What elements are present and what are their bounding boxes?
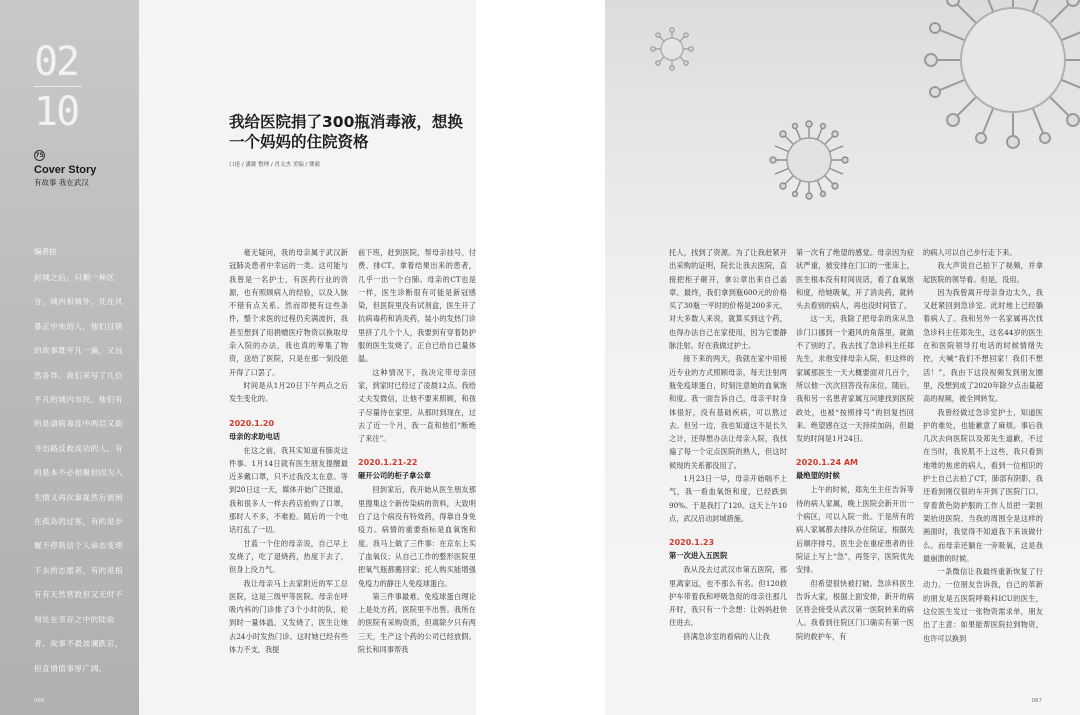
article-column-5 <box>923 246 1043 686</box>
paragraph: 上午的时候，郑先生主任告诉等待的病人家属，晚上医院会新开出一个病区，可以入院一批。于是所有的病人家属都去排队办住院证，根据先后顺序排号，医生会在重症患者的住院证上写上“急”，再签字，医院优先安排。 <box>796 485 914 575</box>
section-subtitle: 有故事 我在武汉 <box>34 178 89 187</box>
paragraph: 因为我曾离开母亲身边太久，我又赶紧回到急诊室。此时地上已经躺着病人了。我和另外一名家属再次找急诊科主任郑先生，这名44岁的医生在和医院领导打电话的时候情绪失控，大喊“我们不想回家！我们不想活！”，我由下这段视频发到朋友圈里，没想到成了2020年除夕点击量超高的视频，被全网转发。 <box>923 287 1043 404</box>
issue-number-bottom: 10 <box>34 89 79 135</box>
date-heading: 2020.1.24 AM <box>796 458 858 468</box>
sidebar <box>0 0 139 715</box>
section-title: Cover Story <box>34 164 97 176</box>
subheading: 母亲的求助电话 <box>229 431 281 441</box>
paragraph: 甘蓝一个住的母亲说，自己早上发烧了，吃了退烧药，热度下去了，但身上没力气。 <box>229 538 348 575</box>
section-badge: 75 <box>35 152 44 159</box>
page-gutter <box>476 0 605 715</box>
paragraph: 但希望很快被打破。急诊科医生告诉大家，根据上面安排，新开的病区将会接受从武汉第一医院转来的病人。我看到住院区门口确实有第一医院的救护车，有 <box>796 578 914 641</box>
subheading: 最绝望的时候 <box>796 471 840 481</box>
date-heading: 2020.1.20 <box>229 418 275 428</box>
left-page <box>0 0 476 715</box>
paragraph: 时间是从1月20日下午两点之后发生变化的。 <box>229 380 348 404</box>
article-column-4 <box>796 246 914 686</box>
paragraph: 我大声说自己拍下了视频，并拿起医院的领导看。但是，没用。 <box>923 261 1043 284</box>
article-credits: 口述 / 潘滁 整理 / 肖文杰 美编 / 婴毅 <box>229 162 321 168</box>
paragraph: 1月23日一早，母亲开始喘不上气，我一看血氧饱和度，已经跌到90%。于是我打了120。这天上午10点，武汉启动封城措施。 <box>669 474 787 523</box>
paragraph: 回到家后，我开始从医生朋友那里搜集这个新传染病的资料，大致明白了这个病没有特效药，得靠自身免疫力。病情的重要指标是血氧饱和度。我马上做了三件事：在京东上买了血氧仪；从自己工作的整形医院里把氧气瓶都搬回家；托人购买能增强免疫力的静注人免疫球蛋白。 <box>358 485 476 588</box>
paragraph: 挤满急诊室的看病的人让我 <box>683 631 770 641</box>
subheading: 第一次进入五医院 <box>669 551 728 561</box>
article-column-1 <box>229 246 348 686</box>
paragraph: 我曾经做过急诊室护士，知道医护的难处，也能歉意了麻烦。事后我几次去向医院以及郑先生道歉，不过在当时，我说肌不上这些，我只看到地堆的焦虑的病人，看到一位相识的护士自己去拍了CT，肺部有阴影，我还看到刚仅很的车开到了医院门口，穿着黄色防护服的工作人员把一架担架抬进医院。当我的周围全是这样的画面时，我觉得不知道我下来该做什么。而母亲还躺在一旁吸氧，这是我最崩溃的时候。 <box>923 407 1043 563</box>
paragraph: 托人，找到了资源。为了让我赶紧开出采购的证明，院长让我去医院，直接把柜子砸开，拿公章出来自己盖章。最终，我们拿到瓶600元的价格买了30瓶一平时的价格是200多元，对大多数人来说，就算买到这个药，也得办法自己在家使用，因为它要静脉注射。好在我做过护士。 <box>669 248 787 351</box>
paragraph: 第三件事最难。免疫球蛋白理论上是处方药，医院里不出售。我所在的医院有采购资质，但离除夕只有两三天，生产这个药的公司已经放假。院长和同事帮我 <box>358 591 476 655</box>
paragraph: 前下班，赶到医院，帮母亲挂号、付费、排CT。拿着结果出来的患者，几乎一出一个白肺。母亲的CT也是一样，医生诊断很有可能是新冠感染，但医院里没有试剂盒，医生开了抗病毒药和消炎药，装小的发热门诊里挤了几个个人，我要到有穿着防护服的医生发烧了，正自已给自已量体温。 <box>358 248 476 364</box>
section-header <box>34 150 134 188</box>
subheading: 砸开公司的柜子拿公章 <box>358 471 431 481</box>
issue-number-top: 02 <box>34 39 79 85</box>
article-headline: 我给医院捐了300瓶消毒液，想换一个妈妈的住院资格 <box>229 113 463 151</box>
article-column-3 <box>669 246 787 686</box>
date-heading: 2020.1.23 <box>669 538 715 548</box>
virus-illustration-medium-icon <box>767 118 851 202</box>
page-number-right: 067 <box>1031 698 1042 704</box>
paragraph: 这种情况下，我决定带母亲回家，到家时已经过了凌晨12点。我给丈夫发微信，让他不要来照顾，和孩子尽量待在家里。从那时到现在，过去了近一个月，我一直和他们“断绝了来往”。 <box>358 367 476 444</box>
page-number-left: 066 <box>34 698 45 704</box>
paragraph: 毫无疑问，我的母亲属于武汉新冠肺炎患者中幸运的一类。这可能与我曾是一名护士，有医药行业的资源，也有照顾病人的经验，以及人脉不错有点关系。然而即便有这些条件，整个求医的过程仍充满波折，我甚至想到了用捐赠医疗物资以换取母亲入院的办法，我也真的筹集了物资，送给了医院，只是在那一刻没能开得了口罢了。 <box>229 248 348 377</box>
paragraph: 第一次有了绝望的感觉。母亲因为症状严重，被安排在门口的一张床上，医生根本没有时间说话，看了血氧饱和度，给她吸氧，开了消炎药，就转头去看别的病人，再也没时间管了。 <box>796 248 914 311</box>
paragraph: 我从没去过武汉市第五医院，那里离家远，也不那么有名。但120救护车带着我和呼吸急促的母亲往那儿开时，我只有一个念想：让妈妈赶快住进去。 <box>669 565 787 628</box>
paragraph: 的病人可以自己步行走下来。 <box>923 248 1017 257</box>
issue-divider <box>34 86 82 87</box>
paragraph: 在这之前，我其实知道有肺炎这件事。1月14日就有医生朋友提醒最近多戴口罩，只不过我没太在意。等到20日这一天，媒体开始广泛报道，我和很多人一样去药店抢购了口罩，那时人不多，不难抢。随后的一个电话打乱了一切。 <box>229 445 348 535</box>
paragraph: 一条微信让我最终重新恢复了行动力。一位朋友告诉我，自己的革新的朋友是五医院呼吸科ICU的医生，这位医生发过一张物资需求单，朋友出了主意：如果能帮医院拉到物资，也许可以换到 <box>923 567 1043 643</box>
article-column-2 <box>358 246 476 686</box>
editor-note-text: 封城之后，只剩一种区分，城内和城外。处在风暴正中央的人，他们目睹的故事既平凡一滴，又远然各异。我们采写了几位平凡的城内市民，他们有的是请病毒连中两层又助寻出路反救成功的人，有的是本不必相聚但因为入生情义再次靠拢然后被困在孤岛的过客，有的是步履不停筑信个人命态变理下去的志愿者，有的是指有有天然营救但又无时不刻处在幸存之中的陆验者。故事不最波澜跌宕，但直情值事厚广阔。 <box>34 273 124 673</box>
paragraph: 我让母亲马上去家附近的军工总医院，这是三级甲等医院。母亲在呼吸内科的门诊排了3个小时的队，轮到时一量体温，又发烧了，医生让她去24小时发热门诊。这时她已经有些体力不支，我提 <box>229 578 348 655</box>
virus-illustration-large-icon <box>923 0 1080 150</box>
paragraph: 接下来的两天，我就在家中用接近专业的方式照顾母亲，每天注射两瓶免疫球蛋白，时刻注意她的血氧饱和度。我一面告诉自己，母亲平时身体很好，没有基础疾病，可以熬过去。但另一边，我也知道这不是长久之计，还得想办法让母亲入院，我找遍了每一个定点医院的熟人，但这时候现的关系都没用了。 <box>669 354 787 470</box>
date-heading: 2020.1.21-22 <box>358 458 418 468</box>
editor-note-label: 编者按 <box>34 247 57 256</box>
right-page <box>605 0 1080 715</box>
paragraph: 这一天，我除了把母亲的床从急诊门口挪到一个避风的角落里，就做不了别的了。我去找了急诊科主任郑先生，求他安排母亲入院，但这样的家属那医生一天大概要面对几百个，所以他一次次回答没有床位。随后，我和另一名患者家属互问建找到医院政处，也被“按照排号”的回复挡回来。绝望感在这一天持续加码，但最发的时间是1月24日。 <box>796 314 914 444</box>
virus-illustration-small-icon <box>649 26 695 72</box>
